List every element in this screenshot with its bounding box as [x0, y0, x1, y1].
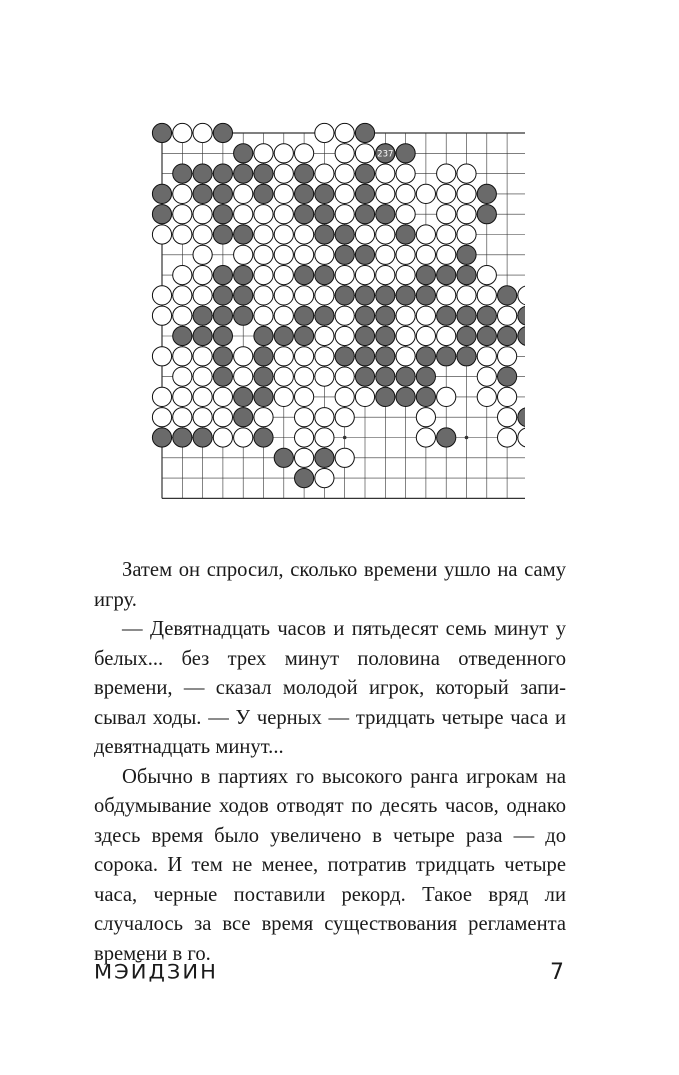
black-stone: [416, 347, 435, 366]
white-stone: [335, 205, 354, 224]
black-stone: [376, 205, 395, 224]
white-stone: [416, 408, 435, 427]
white-stone: [437, 326, 456, 345]
star-point: [343, 436, 347, 440]
black-stone: [173, 428, 192, 447]
black-stone: [437, 428, 456, 447]
black-stone: [355, 184, 374, 203]
white-stone: [213, 428, 232, 447]
page-footer: [94, 960, 566, 992]
white-stone: [234, 428, 253, 447]
black-stone: [416, 266, 435, 285]
black-stone: [355, 245, 374, 264]
black-stone: [518, 326, 525, 345]
black-stone: [315, 184, 334, 203]
white-stone: [295, 286, 314, 305]
white-stone: [173, 408, 192, 427]
white-stone: [416, 306, 435, 325]
white-stone: [477, 367, 496, 386]
white-stone: [335, 408, 354, 427]
white-stone: [295, 428, 314, 447]
black-stone: [254, 347, 273, 366]
white-stone: [315, 367, 334, 386]
white-stone: [335, 123, 354, 142]
white-stone: [254, 286, 273, 305]
black-stone: [254, 164, 273, 183]
white-stone: [335, 387, 354, 406]
stones: [152, 123, 525, 487]
body-text: [94, 556, 566, 969]
black-stone: [254, 184, 273, 203]
white-stone: [477, 266, 496, 285]
white-stone: [173, 205, 192, 224]
white-stone: [173, 347, 192, 366]
black-stone: [254, 367, 273, 386]
white-stone: [376, 245, 395, 264]
white-stone: [193, 245, 212, 264]
go-board-svg: [125, 118, 525, 518]
white-stone: [274, 184, 293, 203]
white-stone: [416, 184, 435, 203]
black-stone: [355, 367, 374, 386]
black-stone: [234, 164, 253, 183]
white-stone: [254, 205, 273, 224]
black-stone: [193, 184, 212, 203]
white-stone: [416, 225, 435, 244]
white-stone: [396, 184, 415, 203]
white-stone: [335, 184, 354, 203]
black-stone: [213, 286, 232, 305]
white-stone: [152, 306, 171, 325]
white-stone: [295, 367, 314, 386]
white-stone: [335, 164, 354, 183]
white-stone: [193, 347, 212, 366]
white-stone: [213, 408, 232, 427]
black-stone: [376, 326, 395, 345]
black-stone: [193, 326, 212, 345]
white-stone: [315, 347, 334, 366]
black-stone: [213, 225, 232, 244]
black-stone: [477, 306, 496, 325]
black-stone: [295, 266, 314, 285]
white-stone: [376, 164, 395, 183]
white-stone: [335, 367, 354, 386]
white-stone: [518, 286, 525, 305]
white-stone: [396, 205, 415, 224]
white-stone: [315, 469, 334, 488]
white-stone: [355, 387, 374, 406]
black-stone: [173, 326, 192, 345]
black-stone: [416, 367, 435, 386]
black-stone: [193, 164, 212, 183]
white-stone: [173, 266, 192, 285]
black-stone: [457, 266, 476, 285]
white-stone: [315, 123, 334, 142]
black-stone: [315, 266, 334, 285]
black-stone: [335, 225, 354, 244]
black-stone: [254, 428, 273, 447]
black-stone: [498, 326, 517, 345]
white-stone: [193, 408, 212, 427]
white-stone: [498, 306, 517, 325]
black-stone: [213, 347, 232, 366]
black-stone: [152, 205, 171, 224]
black-stone: [234, 286, 253, 305]
white-stone: [152, 225, 171, 244]
white-stone: [173, 387, 192, 406]
page-number: 7: [550, 960, 564, 985]
move-237-stone: [376, 144, 395, 163]
white-stone: [173, 286, 192, 305]
black-stone: [376, 367, 395, 386]
black-stone: [295, 469, 314, 488]
white-stone: [396, 164, 415, 183]
white-stone: [498, 347, 517, 366]
white-stone: [193, 225, 212, 244]
white-stone: [355, 225, 374, 244]
black-stone: [234, 144, 253, 163]
white-stone: [234, 184, 253, 203]
black-stone: [213, 123, 232, 142]
black-stone: [477, 184, 496, 203]
black-stone: [213, 184, 232, 203]
white-stone: [437, 225, 456, 244]
white-stone: [315, 326, 334, 345]
white-stone: [274, 205, 293, 224]
white-stone: [213, 387, 232, 406]
black-stone: [193, 306, 212, 325]
white-stone: [173, 306, 192, 325]
black-stone: [152, 184, 171, 203]
black-stone: [396, 144, 415, 163]
black-stone: [213, 326, 232, 345]
white-stone: [295, 347, 314, 366]
black-stone: [416, 387, 435, 406]
white-stone: [457, 225, 476, 244]
white-stone: [295, 245, 314, 264]
black-stone: [396, 225, 415, 244]
white-stone: [234, 245, 253, 264]
black-stone: [152, 123, 171, 142]
white-stone: [193, 266, 212, 285]
black-stone: [315, 306, 334, 325]
white-stone: [254, 408, 273, 427]
black-stone: [477, 326, 496, 345]
white-stone: [254, 144, 273, 163]
white-stone: [477, 286, 496, 305]
black-stone: [295, 164, 314, 183]
white-stone: [335, 144, 354, 163]
black-stone: [376, 347, 395, 366]
white-stone: [315, 286, 334, 305]
black-stone: [254, 387, 273, 406]
white-stone: [295, 225, 314, 244]
black-stone: [213, 367, 232, 386]
white-stone: [274, 225, 293, 244]
white-stone: [234, 347, 253, 366]
black-stone: [274, 326, 293, 345]
white-stone: [335, 266, 354, 285]
white-stone: [274, 164, 293, 183]
white-stone: [274, 286, 293, 305]
black-stone: [213, 306, 232, 325]
white-stone: [518, 428, 525, 447]
white-stone: [274, 144, 293, 163]
black-stone: [498, 286, 517, 305]
black-stone: [355, 286, 374, 305]
white-stone: [396, 306, 415, 325]
white-stone: [315, 428, 334, 447]
black-stone: [295, 306, 314, 325]
white-stone: [437, 184, 456, 203]
black-stone: [234, 266, 253, 285]
black-stone: [234, 408, 253, 427]
black-stone: [295, 205, 314, 224]
black-stone: [518, 306, 525, 325]
white-stone: [355, 266, 374, 285]
white-stone: [254, 225, 273, 244]
paragraph-1: Затем он спросил, сколько времени ушло на саму игру.: [94, 559, 566, 611]
black-stone: [335, 286, 354, 305]
white-stone: [457, 205, 476, 224]
black-stone: [234, 306, 253, 325]
black-stone: [355, 306, 374, 325]
white-stone: [457, 184, 476, 203]
black-stone: [396, 367, 415, 386]
white-stone: [335, 306, 354, 325]
white-stone: [274, 387, 293, 406]
white-stone: [437, 286, 456, 305]
white-stone: [193, 387, 212, 406]
white-stone: [173, 367, 192, 386]
black-stone: [518, 408, 525, 427]
black-stone: [295, 326, 314, 345]
white-stone: [274, 347, 293, 366]
white-stone: [477, 387, 496, 406]
white-stone: [315, 164, 334, 183]
white-stone: [173, 184, 192, 203]
white-stone: [416, 245, 435, 264]
black-stone: [355, 123, 374, 142]
black-stone: [152, 428, 171, 447]
white-stone: [173, 225, 192, 244]
white-stone: [437, 245, 456, 264]
white-stone: [498, 428, 517, 447]
paragraph-3: Обычно в партиях го высокого ранга игрокам на обдумывание ходов отводят по десять часов, однако здесь время было увеличено в четыре раза — до сорока. И тем не менее, потратив тридцать четыре часа, черные поставили рекорд. Такое вряд ли случалось за все время существования регламента времени в го.: [94, 765, 566, 965]
paragraph-2: — Девятнадцать часов и пятьдесят семь минут у белых... без трех минут половина отведенного времени, — сказал молодой игрок, который записывал ходы. — У черных — тридцать четыре часа и девятнадцать минут...: [94, 618, 566, 758]
white-stone: [437, 205, 456, 224]
black-stone: [355, 164, 374, 183]
black-stone: [213, 266, 232, 285]
black-stone: [254, 326, 273, 345]
white-stone: [315, 408, 334, 427]
white-stone: [457, 286, 476, 305]
white-stone: [274, 266, 293, 285]
black-stone: [457, 306, 476, 325]
black-stone: [355, 347, 374, 366]
white-stone: [193, 286, 212, 305]
move-number-label: 237: [377, 149, 394, 160]
white-stone: [335, 448, 354, 467]
white-stone: [376, 225, 395, 244]
white-stone: [152, 408, 171, 427]
white-stone: [376, 184, 395, 203]
black-stone: [355, 326, 374, 345]
white-stone: [396, 326, 415, 345]
white-stone: [477, 347, 496, 366]
black-stone: [457, 245, 476, 264]
black-stone: [315, 448, 334, 467]
white-stone: [234, 205, 253, 224]
black-stone: [437, 266, 456, 285]
black-stone: [355, 205, 374, 224]
running-title: МЭЙДЗИН: [94, 960, 218, 984]
black-stone: [295, 184, 314, 203]
white-stone: [457, 164, 476, 183]
white-stone: [274, 245, 293, 264]
white-stone: [152, 387, 171, 406]
white-stone: [274, 367, 293, 386]
black-stone: [213, 164, 232, 183]
white-stone: [396, 245, 415, 264]
black-stone: [416, 286, 435, 305]
black-stone: [498, 367, 517, 386]
go-board-diagram: [125, 118, 525, 518]
black-stone: [376, 306, 395, 325]
black-stone: [335, 347, 354, 366]
black-stone: [213, 205, 232, 224]
white-stone: [437, 164, 456, 183]
white-stone: [274, 306, 293, 325]
white-stone: [295, 387, 314, 406]
white-stone: [152, 347, 171, 366]
white-stone: [355, 144, 374, 163]
white-stone: [254, 266, 273, 285]
black-stone: [315, 205, 334, 224]
white-stone: [396, 347, 415, 366]
white-stone: [315, 245, 334, 264]
white-stone: [376, 266, 395, 285]
white-stone: [234, 367, 253, 386]
black-stone: [396, 286, 415, 305]
white-stone: [254, 245, 273, 264]
white-stone: [193, 205, 212, 224]
black-stone: [193, 428, 212, 447]
white-stone: [295, 144, 314, 163]
black-stone: [335, 245, 354, 264]
white-stone: [193, 367, 212, 386]
white-stone: [416, 326, 435, 345]
white-stone: [193, 123, 212, 142]
black-stone: [457, 326, 476, 345]
black-stone: [234, 225, 253, 244]
black-stone: [396, 387, 415, 406]
white-stone: [396, 266, 415, 285]
white-stone: [416, 428, 435, 447]
black-stone: [234, 387, 253, 406]
white-stone: [498, 408, 517, 427]
white-stone: [437, 387, 456, 406]
black-stone: [315, 225, 334, 244]
black-stone: [457, 347, 476, 366]
white-stone: [295, 408, 314, 427]
star-point: [465, 436, 469, 440]
white-stone: [335, 326, 354, 345]
white-stone: [295, 448, 314, 467]
white-stone: [254, 306, 273, 325]
black-stone: [437, 306, 456, 325]
black-stone: [437, 347, 456, 366]
white-stone: [498, 387, 517, 406]
black-stone: [376, 387, 395, 406]
white-stone: [152, 286, 171, 305]
black-stone: [274, 448, 293, 467]
black-stone: [173, 164, 192, 183]
white-stone: [173, 123, 192, 142]
black-stone: [376, 286, 395, 305]
black-stone: [477, 205, 496, 224]
